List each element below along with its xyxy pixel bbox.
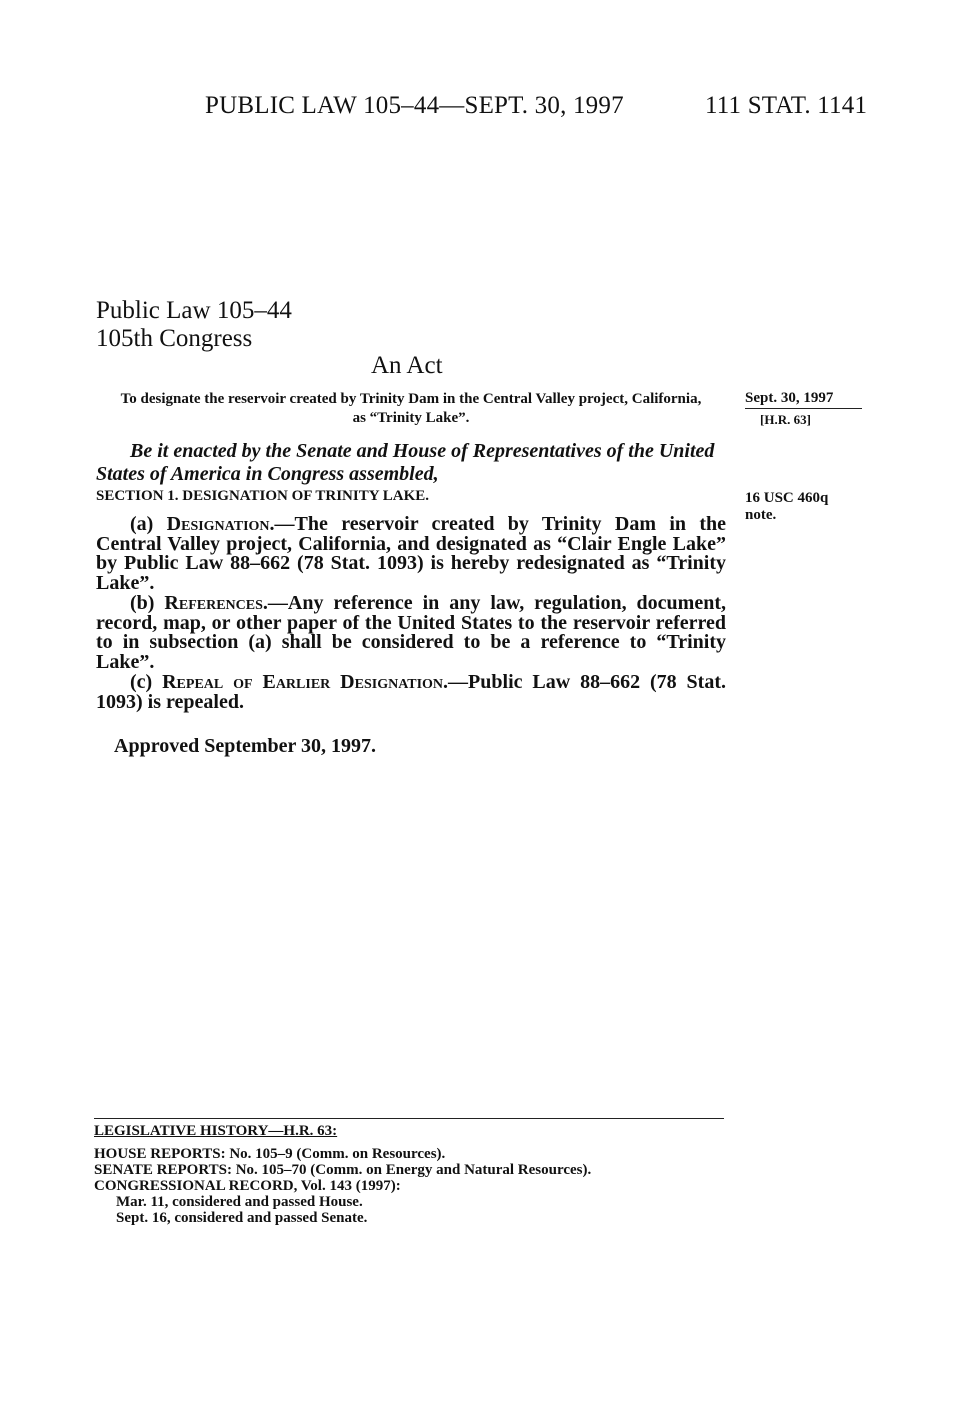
subsection-c	[96, 673, 726, 712]
margin-date: Sept. 30, 1997	[745, 390, 834, 406]
congress-number: 105th Congress	[96, 325, 253, 352]
subsection-b	[96, 594, 726, 672]
history-senate-action: Sept. 16, considered and passed Senate.	[116, 1210, 368, 1226]
subsection-b-label: (b)	[130, 592, 165, 614]
act-purpose: To designate the reservoir created by Trinity Dam in the Central Valley project, California, as “Trinity Lake”.	[120, 391, 702, 426]
margin-bill-number: [H.R. 63]	[760, 412, 811, 427]
history-congressional-record: CONGRESSIONAL RECORD, Vol. 143 (1997):	[94, 1178, 401, 1194]
section-heading: SECTION 1. DESIGNATION OF TRINITY LAKE.	[96, 488, 429, 504]
subsection-b-heading: References.	[164, 592, 268, 614]
history-house-action: Mar. 11, considered and passed House.	[116, 1194, 363, 1210]
running-header-statute-page: 111 STAT. 1141	[705, 92, 868, 119]
subsection-b-text: —Any reference in any law, regulation, document, record, map, or other paper of the United States to the reservoir referred to in subsection (a) shall be considered to be a reference to “Trinity Lake”.	[96, 592, 726, 673]
subsection-c-label: (c)	[130, 671, 163, 693]
margin-usc-citation: 16 USC 460q note.	[745, 490, 829, 523]
subsection-c-text: —Public Law 88–662 (78 Stat. 1093) is repealed.	[96, 671, 726, 713]
subsection-a-heading: Designation.	[166, 513, 275, 535]
legislative-history-title: LEGISLATIVE HISTORY—H.R. 63:	[94, 1123, 338, 1139]
subsection-c-heading: Repeal of Earlier Designation.	[162, 671, 449, 693]
margin-divider	[745, 408, 862, 409]
subsection-a	[96, 515, 726, 593]
history-senate-reports: SENATE REPORTS: No. 105–70 (Comm. on Energy and Natural Resources).	[94, 1162, 592, 1178]
running-header-law: PUBLIC LAW 105–44—SEPT. 30, 1997	[205, 92, 624, 119]
approval-date: Approved September 30, 1997.	[114, 735, 377, 757]
enacting-clause: Be it enacted by the Senate and House of Representatives of the United States of America in Congress assembled,	[96, 440, 715, 485]
history-house-reports: HOUSE REPORTS: No. 105–9 (Comm. on Resources).	[94, 1146, 446, 1162]
public-law-number: Public Law 105–44	[96, 297, 292, 324]
act-title: An Act	[371, 352, 443, 379]
subsection-a-text: —The reservoir created by Trinity Dam in the Central Valley project, California, and designated as “Clair Engle Lake” by Public Law 88–662 (78 Stat. 1093) is hereby redesignated as “Trinity Lake”.	[96, 513, 726, 594]
subsection-a-label: (a)	[130, 513, 167, 535]
footnote-divider	[94, 1118, 724, 1119]
